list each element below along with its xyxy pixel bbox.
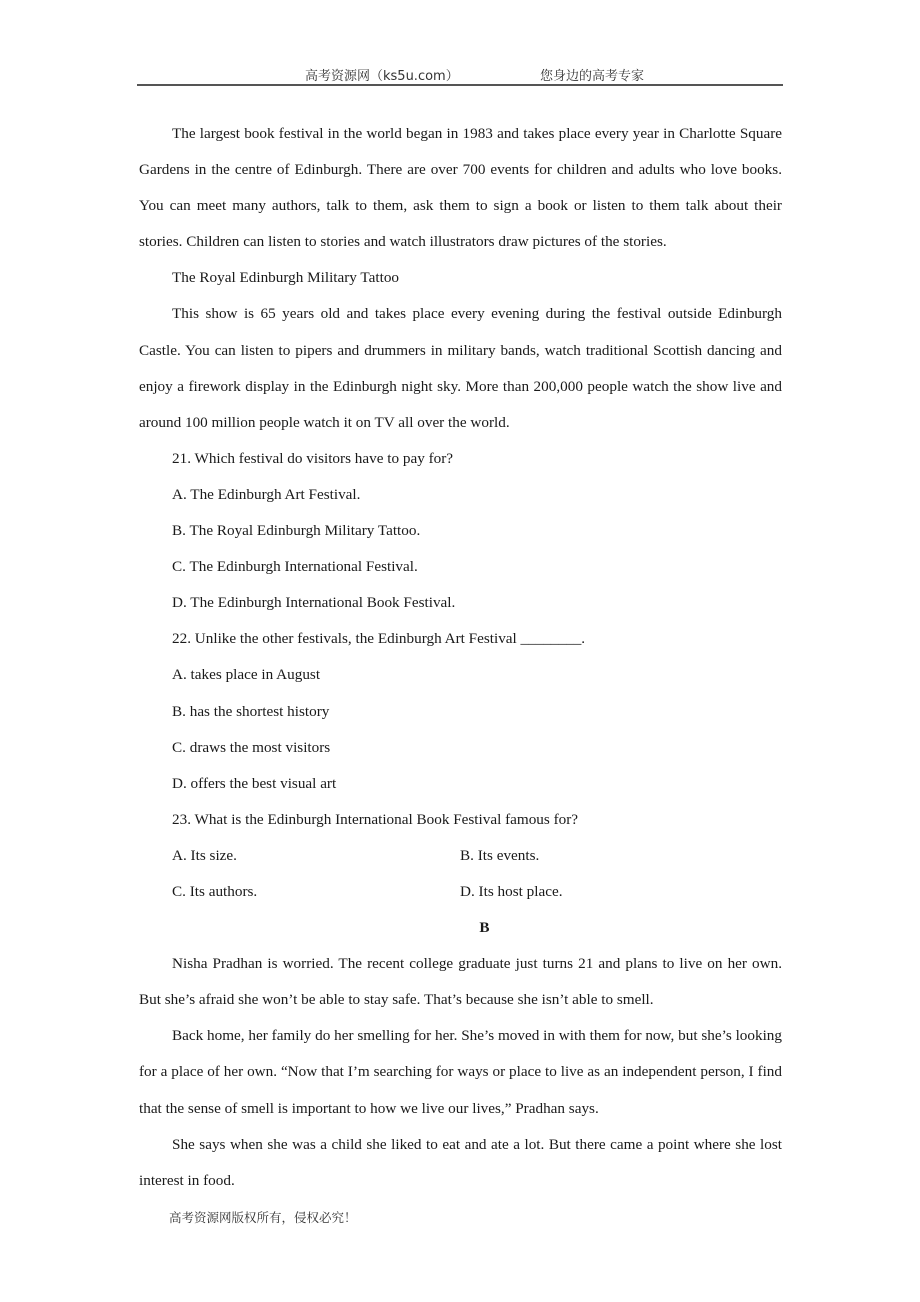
header-divider [137, 84, 783, 86]
option-c: C. draws the most visitors [172, 738, 331, 756]
passage-b-paragraph-2: Back home, her family do her smelling for her. She’s moved in with them for now, but she’s looking for a place of her own. “Now that I’m searching for ways or place to live as an independent person, I find that the sense of smell is important to how we live our lives,” Pradhan says. [139, 1027, 782, 1117]
copyright-footer: 高考资源网版权所有，侵权必究！ [169, 1210, 357, 1225]
question-stem: 22. Unlike the other festivals, the Edinburgh Art Festival ________. [172, 630, 586, 648]
book-festival-paragraph: The largest book festival in the world began in 1983 and takes place every year in Charlotte Square Gardens in the centre of Edinburgh. There are over 700 events for children and adults who love books. You can meet many authors, talk to them, ask them to sign a book or listen to them talk about their stories. Children can listen to stories and watch illustrators draw pictures of the stories. [139, 125, 782, 251]
question-21 [139, 441, 782, 621]
option-d: D. The Edinburgh International Book Festival. [172, 594, 456, 612]
option-row [139, 838, 782, 874]
question-stem: 21. Which festival do visitors have to pay for? [172, 449, 454, 467]
option-c: C. Its authors. [172, 882, 258, 900]
header-slogan: 您身边的高考专家 [540, 69, 645, 84]
page-header [137, 62, 783, 86]
passage-b-paragraph-3: She says when she was a child she liked to eat and ate a lot. But there came a point where she lost interest in food. [139, 1135, 782, 1189]
option-d: D. Its host place. [460, 882, 563, 900]
question-23 [139, 802, 782, 910]
option-a: A. Its size. [172, 846, 237, 864]
option-b: B. Its events. [460, 846, 540, 864]
option-d: D. offers the best visual art [172, 774, 337, 792]
option-c: C. The Edinburgh International Festival. [172, 558, 418, 576]
tattoo-heading: The Royal Edinburgh Military Tattoo [172, 269, 400, 287]
question-stem: 23. What is the Edinburgh International Book Festival famous for? [172, 810, 579, 828]
document-body [139, 116, 782, 1199]
question-22 [139, 621, 782, 801]
tattoo-paragraph: This show is 65 years old and takes place every evening during the festival outside Edinburgh Castle. You can listen to pipers and drummers in military bands, watch traditional Scottish dancing and enjoy a firework display in the Edinburgh night sky. More than 200,000 people watch the show live and around 100 million people watch it on TV all over the world. [139, 305, 782, 431]
passage-b-paragraph-1: Nisha Pradhan is worried. The recent college graduate just turns 21 and plans to live on her own. But she’s afraid she won’t be able to stay safe. That’s because she isn’t able to smell. [139, 955, 782, 1009]
option-b: B. The Royal Edinburgh Military Tattoo. [172, 522, 421, 540]
header-site-name: 高考资源网（ks5u.com） [305, 69, 459, 84]
option-a: A. The Edinburgh Art Festival. [172, 485, 361, 503]
option-row [139, 874, 782, 910]
option-a: A. takes place in August [172, 666, 321, 684]
section-label-b: B [479, 919, 490, 937]
option-b: B. has the shortest history [172, 702, 330, 720]
